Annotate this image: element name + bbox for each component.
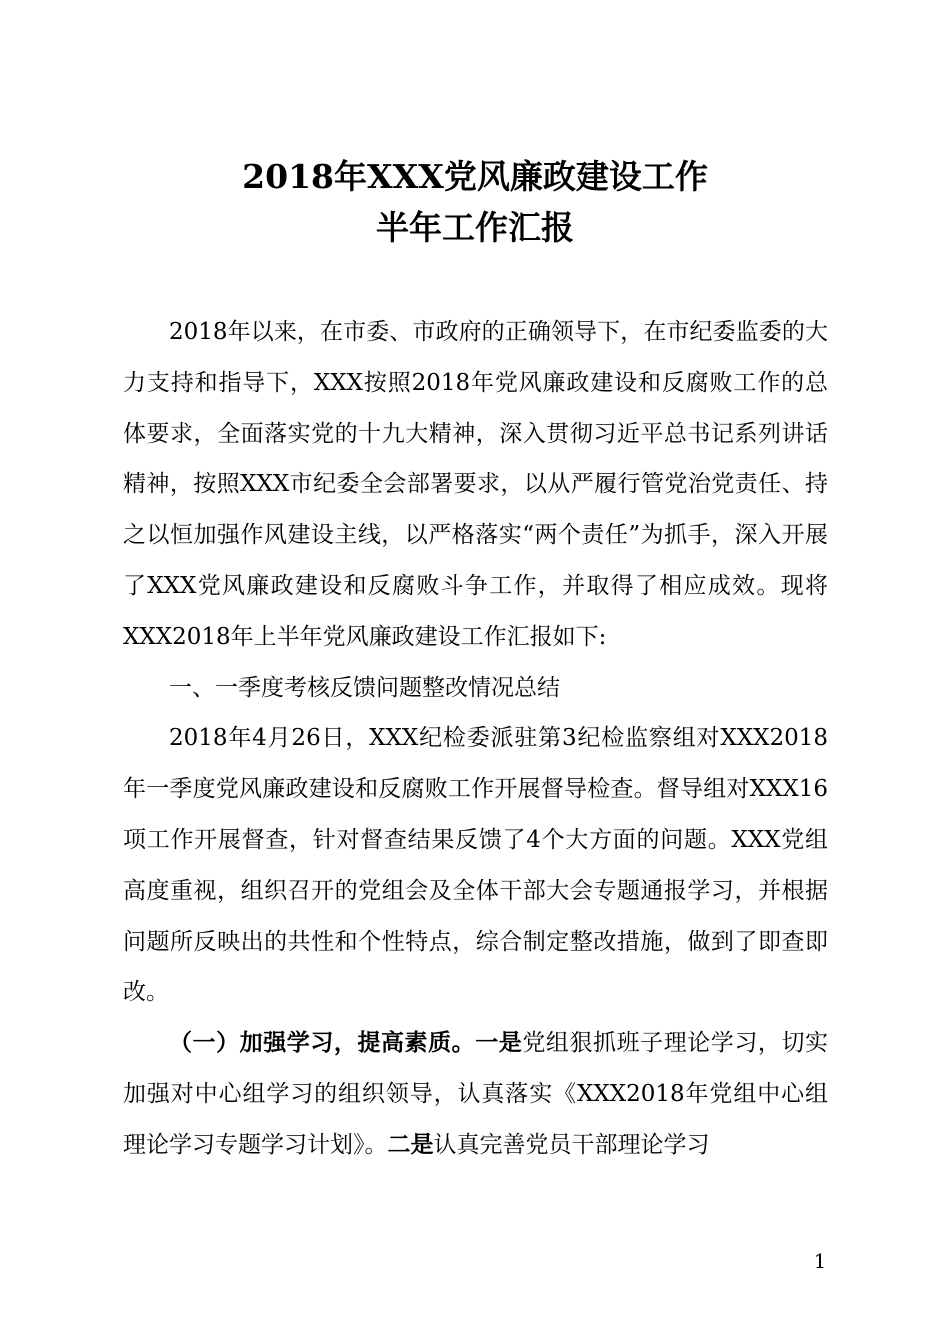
document-title-line-1: 2018年XXX党风廉政建设工作 xyxy=(242,157,708,196)
point-2-lead: 二是 xyxy=(387,1130,434,1158)
point-2-text: 认真完善党员干部理论学习 xyxy=(433,1131,710,1158)
point-1-lead: 一是 xyxy=(475,1029,523,1057)
page-number: 1 xyxy=(813,1249,827,1273)
intro-paragraph: 2018年以来，在市委、市政府的正确领导下，在市纪委监委的大力支持和指导下，XXX按照2018年党风廉政建设和反腐败工作的总体要求，全面落实党的十九大精神，深入贯彻习近平总书记系列讲话精神，按照XXX市纪委全会部署要求，以从严履行管党治党责任、持之以恒加强作风建设主线，以严格落实“两个责任”为抓手，深入开展了XXX党风廉政建设和反腐败斗争工作，并取得了相应成效。现将XXX2018年上半年党风廉政建设工作汇报如下: xyxy=(123,319,828,650)
subsection-1-heading: （一）加强学习，提高素质。 xyxy=(169,1029,476,1057)
point-1-text: 党组狠抓班子理论学习，切实加强对中心组学习的组织领导，认真落实《XXX2018年党组中心组理论学习专题学习计划》。 xyxy=(123,1030,829,1158)
section-1-paragraph: 2018年4月26日，XXX纪检委派驻第3纪检监察组对XXX2018年一季度党风廉政建设和反腐败工作开展督导检查。督导组对XXX16项工作开展督查，针对督查结果反馈了4个大方面的问题。XXX党组高度重视，组织召开的党组会及全体干部大会专题通报学习，并根据问题所反映出的共性和个性特点，综合制定整改措施，做到了即查即改。 xyxy=(123,725,828,1006)
document-title-line-2: 半年工作汇报 xyxy=(376,208,574,247)
section-1-heading: 一、一季度考核反馈问题整改情况总结 xyxy=(169,674,560,701)
subsection-1-paragraph xyxy=(123,1018,828,1170)
document-body xyxy=(123,307,828,1171)
